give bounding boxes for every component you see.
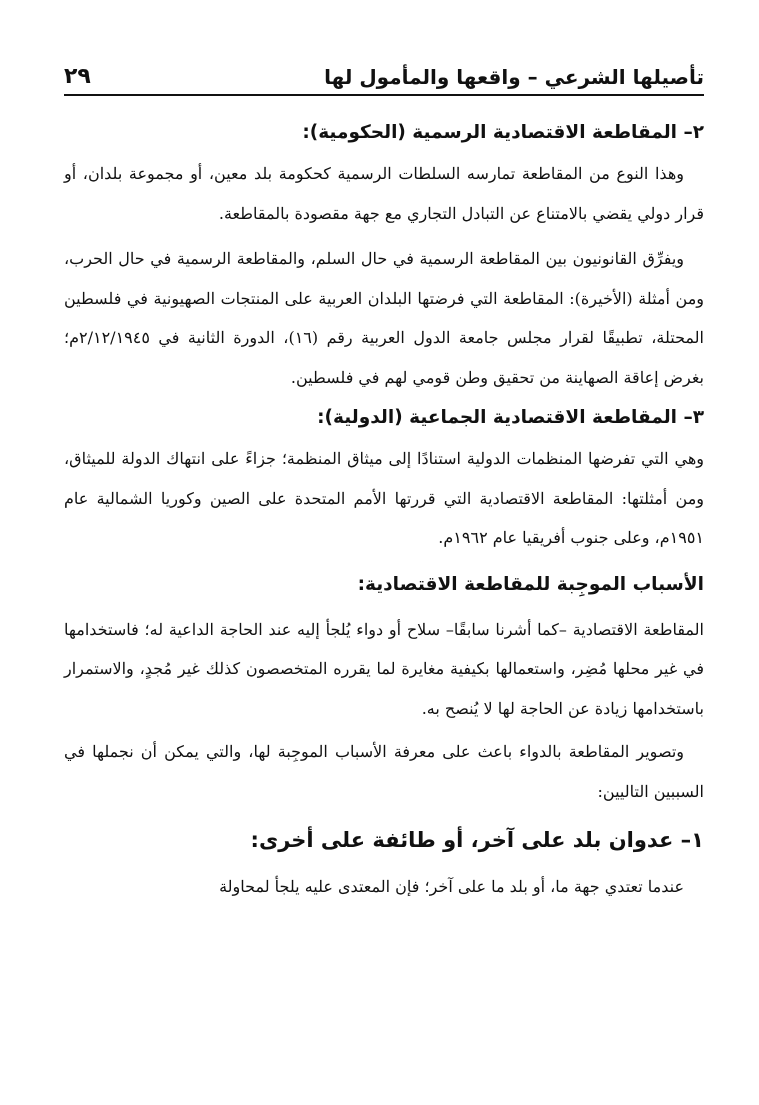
paragraph-aggression: عندما تعتدي جهة ما، أو بلد ما على آخر؛ فإن المعتدى عليه يلجأ لمحاولة — [219, 877, 684, 896]
paragraph-boycott-as-remedy: المقاطعة الاقتصادية –كما أشرنا سابقًا– سلاح أو دواء يُلجأ إليه عند الحاجة الداعية له؛ فاستخدامها في غير محلها مُضِر، واستعمالها بكيفية مغايرة لما يقرره المتخصصون كذلك غير مُجدٍ، والاستمرار باستخدامها زيادة عن الحاجة لها لا يُنصح به. — [64, 619, 704, 718]
book-page — [64, 56, 704, 907]
running-header — [64, 56, 704, 96]
page-number: ٢٩ — [64, 64, 91, 89]
section-heading-boycott-causes: الأسباب الموجِبة للمقاطعة الاقتصادية: — [357, 573, 704, 595]
page-body — [64, 118, 704, 907]
paragraph-collective-boycott: وهي التي تفرضها المنظمات الدولية استنادًا إلى ميثاق المنظمة؛ جزاءً على انتهاك الدولة للميثاق، ومن أمثلتها: المقاطعة الاقتصادية التي قررتها الأمم المتحدة على الصين وكوريا الشمالية عام ١٩٥١م، وعلى جنوب أفريقيا عام ١٩٦٢م. — [64, 449, 704, 547]
section-heading-collective-boycott: ٣– المقاطعة الاقتصادية الجماعية (الدولية): — [317, 407, 704, 428]
paragraph-two-causes: وتصوير المقاطعة بالدواء باعث على معرفة الأسباب الموجِبة لها، والتي يمكن أن نجملها في السببين التاليين: — [64, 742, 704, 801]
running-title: تأصيلها الشرعي – واقعها والمأمول لها — [324, 65, 704, 89]
paragraph-official-boycott-definition: وهذا النوع من المقاطعة تمارسه السلطات الرسمية كحكومة بلد معين، أو مجموعة بلدان، أو قرار دولي يقضي بالامتناع عن التبادل التجاري مع جهة مقصودة بالمقاطعة. — [64, 164, 704, 223]
section-heading-aggression: ١– عدوان بلد على آخر، أو طائفة على أخرى: — [250, 828, 704, 852]
section-heading-official-boycott: ٢– المقاطعة الاقتصادية الرسمية (الحكومية): — [302, 122, 704, 143]
paragraph-peace-war-boycott: ويفرِّق القانونيون بين المقاطعة الرسمية في حال السلم، والمقاطعة الرسمية في حال الحرب، ومن أمثلة (الأخيرة): المقاطعة التي فرضتها البلدان العربية على المنتجات الصهيونية في فلسطين المحتلة، تطبيقًا لقرار مجلس جامعة الدول العربية رقم (١٦)، الدورة الثانية في ٢/١٢/١٩٤٥م؛ بغرض إعاقة الصهاينة من تحقيق وطن قومي لهم في فلسطين. — [64, 249, 704, 387]
